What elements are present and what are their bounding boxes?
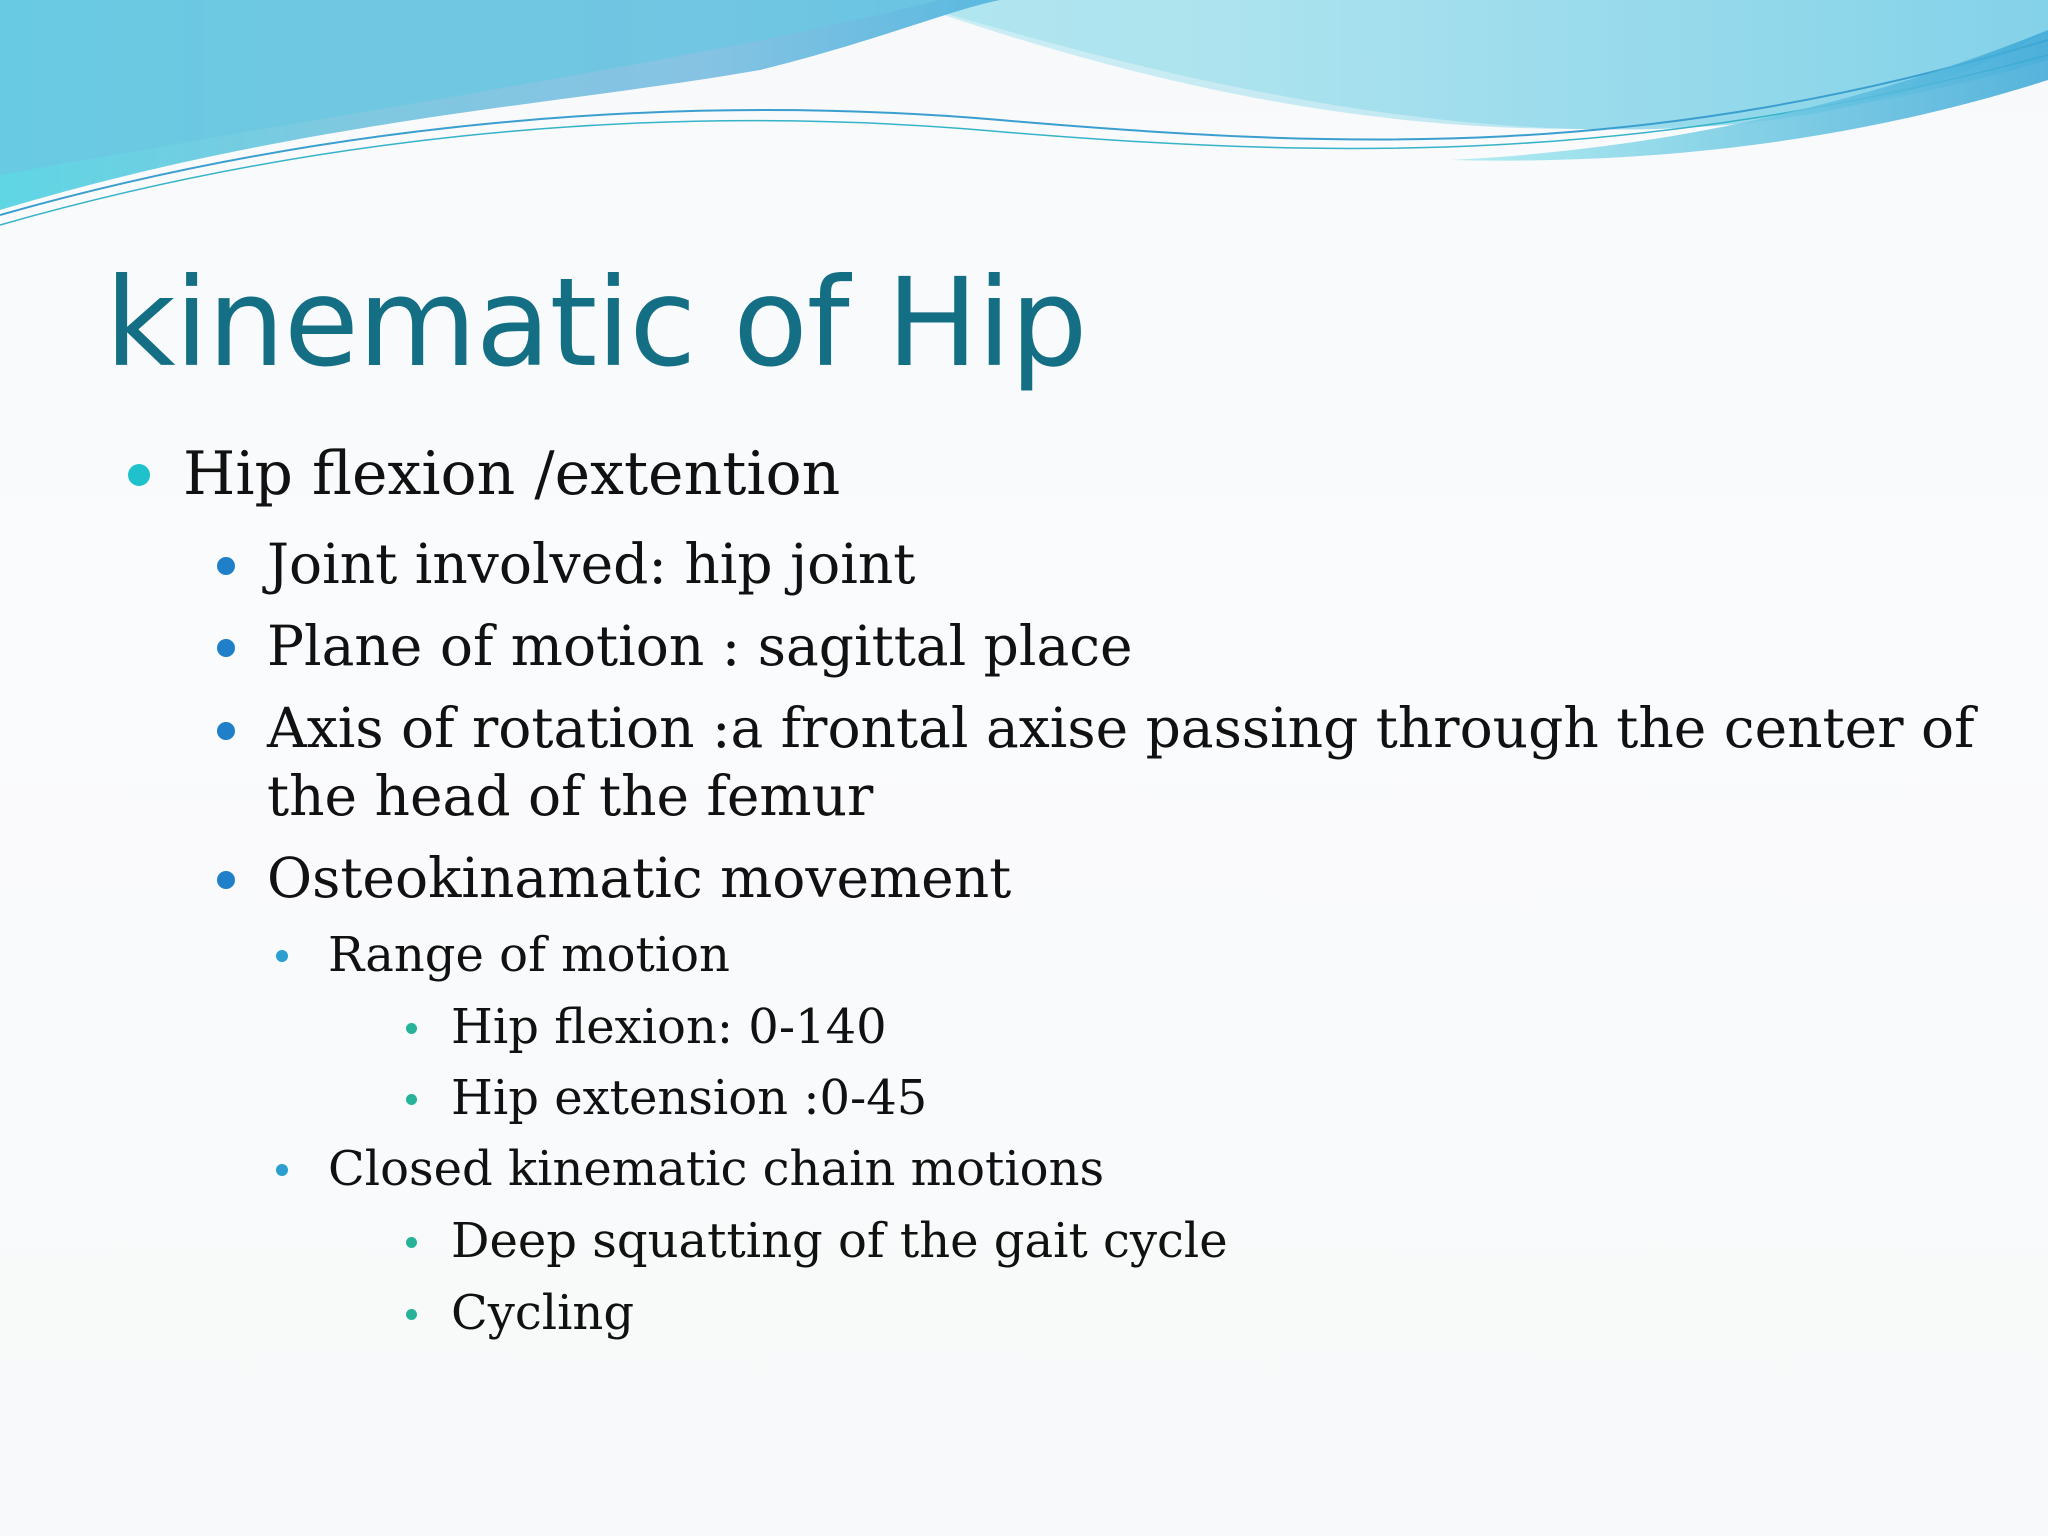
bullet-text-osteokinamatic-movement: Osteokinamatic movement bbox=[267, 846, 1012, 910]
bullet-dot bbox=[217, 557, 235, 575]
bullet-text-joint-involved: Joint involved: hip joint bbox=[267, 532, 916, 596]
bullet-dot bbox=[276, 950, 288, 962]
bullet-text-closed-kinematic-chain: Closed kinematic chain motions bbox=[328, 1141, 1105, 1197]
bullet-dot bbox=[217, 871, 235, 889]
bullet-text-hip-extension-range: Hip extension :0-45 bbox=[451, 1070, 928, 1126]
bullet-dot bbox=[217, 722, 235, 740]
bullet-text-hip-flexion-extention: Hip flexion /extention bbox=[183, 439, 841, 509]
bullet-dot bbox=[128, 464, 150, 486]
bullet-text-axis-of-rotation-line2: the head of the femur bbox=[267, 764, 874, 828]
bullet-dot bbox=[217, 639, 235, 657]
bullet-text-cycling: Cycling bbox=[451, 1285, 635, 1341]
bullet-dot bbox=[276, 1164, 288, 1176]
bullet-text-range-of-motion: Range of motion bbox=[328, 927, 730, 983]
bullet-dot bbox=[406, 1094, 417, 1105]
bullet-dot bbox=[406, 1309, 417, 1320]
bullet-dot bbox=[406, 1023, 417, 1034]
bullet-dot bbox=[406, 1237, 417, 1248]
bullet-text-plane-of-motion: Plane of motion : sagittal place bbox=[267, 614, 1133, 678]
bullet-text-hip-flexion-range: Hip flexion: 0-140 bbox=[451, 999, 887, 1055]
bullet-text-axis-of-rotation-line1: Axis of rotation :a frontal axise passing through the center of bbox=[267, 696, 1975, 760]
bullet-text-deep-squatting: Deep squatting of the gait cycle bbox=[451, 1213, 1228, 1269]
slide-title: kinematic of Hip bbox=[105, 252, 1087, 394]
